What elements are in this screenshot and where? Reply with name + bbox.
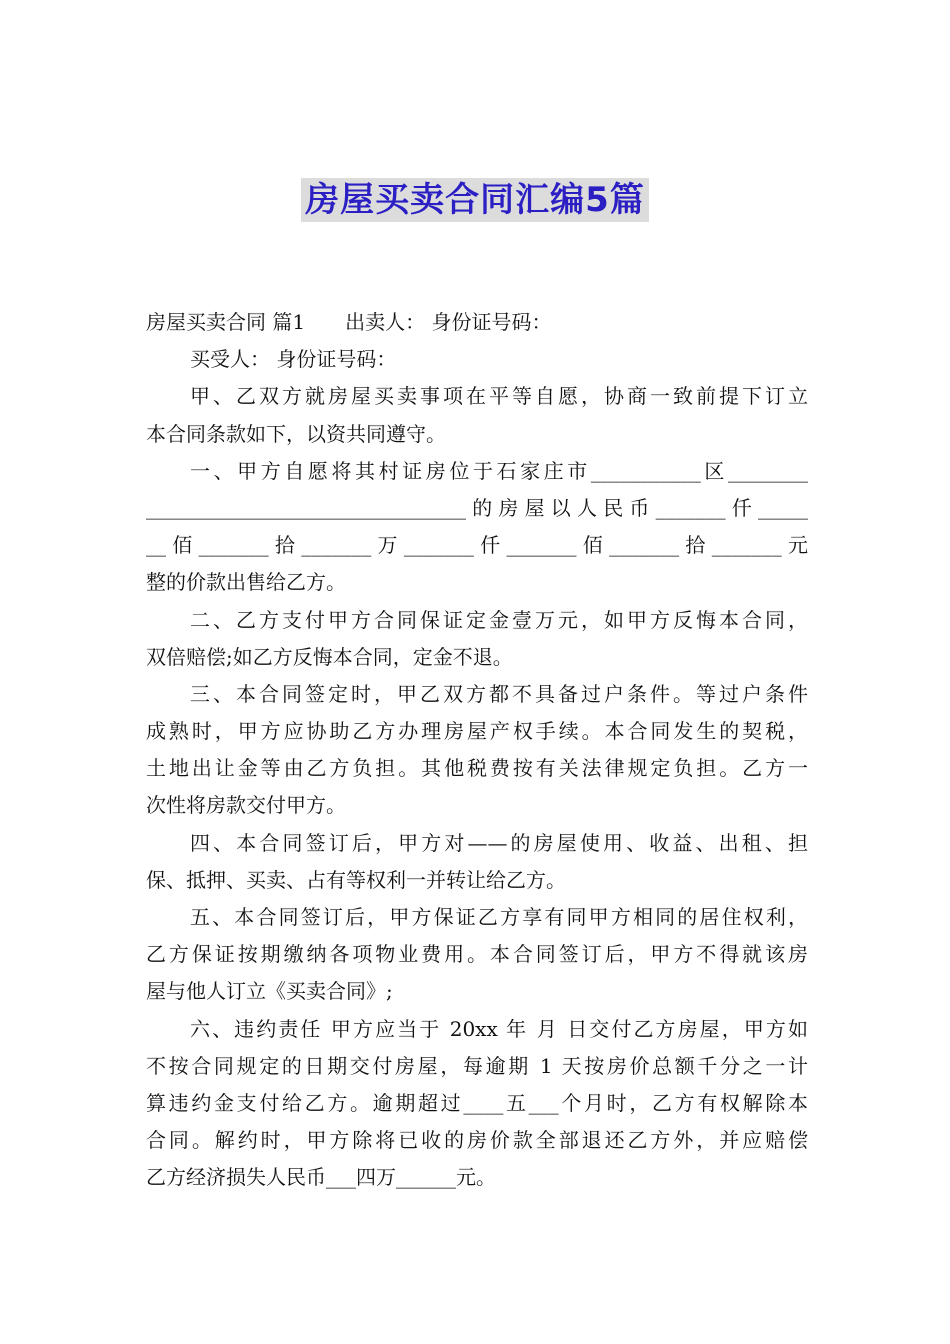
heading-line [146,304,808,341]
paragraph-line: 一、甲方自愿将其村证房位于石家庄市___________区________ [190,458,808,483]
paragraph-line: 甲、乙双方就房屋买卖事项在平等自愿，协商一致前提下订立 [190,384,808,409]
paragraph-line: 屋与他人订立《买卖合同》; [146,979,393,1004]
paragraph-line: 整的价款出售给乙方。 [146,570,346,595]
paragraph-line: 成熟时，甲方应协助乙方办理房屋产权手续。本合同发生的契税， [146,719,808,744]
paragraph-line: 二、乙方支付甲方合同保证定金壹万元，如甲方反悔本合同， [190,607,808,632]
paragraph-line: __佰_______拾_______万_______仟_______佰_______拾_______元 [146,533,808,558]
paragraph-line: 次性将房款交付甲方。 [146,793,346,818]
paragraph-line: 算违约金支付给乙方。逾期超过____五___个月时，乙方有权解除本 [146,1090,808,1115]
paragraph-line: 五、本合同签订后，甲方保证乙方享有同甲方相同的居住权利， [190,905,808,929]
paragraph-line: 保、抵押、买卖、占有等权利一并转让给乙方。 [146,867,566,892]
paragraph-line: 四、本合同签订后，甲方对——的房屋使用、收益、出租、担 [190,830,808,855]
paragraph-line: ________________________________的房屋以人民币_______仟_____ [146,495,808,520]
document-title: 房屋买卖合同汇编5篇 [301,178,649,222]
paragraph-line: 双倍赔偿;如乙方反悔本合同，定金不退。 [146,644,513,669]
section-heading: 房屋买卖合同 篇1 [146,310,306,334]
paragraph-line: 六、违约责任 甲方应当于 20xx 年 月 日交付乙方房屋，甲方如 [190,1016,808,1041]
paragraph-line: 本合同条款如下，以资共同遵守。 [146,421,446,446]
paragraph-line: 买受人： 身份证号码： [190,347,397,372]
paragraph-line: 三、本合同签定时，甲乙双方都不具备过户条件。等过户条件 [190,681,808,706]
paragraph-line: 合同。解约时，甲方除将已收的房价款全部退还乙方外，并应赔偿 [146,1128,808,1153]
paragraph-line: 乙方经济损失人民币___四万______元。 [146,1165,496,1190]
title-container [0,178,950,222]
paragraph-line: 乙方保证按期缴纳各项物业费用。本合同签订后，甲方不得就该房 [146,942,808,967]
document-body [146,304,808,1197]
paragraph-line: 不按合同规定的日期交付房屋，每逾期 1 天按房价总额千分之一计 [146,1053,808,1078]
seller-line: 出卖人： 身份证号码： [345,310,552,334]
paragraph-line: 土地出让金等由乙方负担。其他税费按有关法律规定负担。乙方一 [146,756,808,781]
